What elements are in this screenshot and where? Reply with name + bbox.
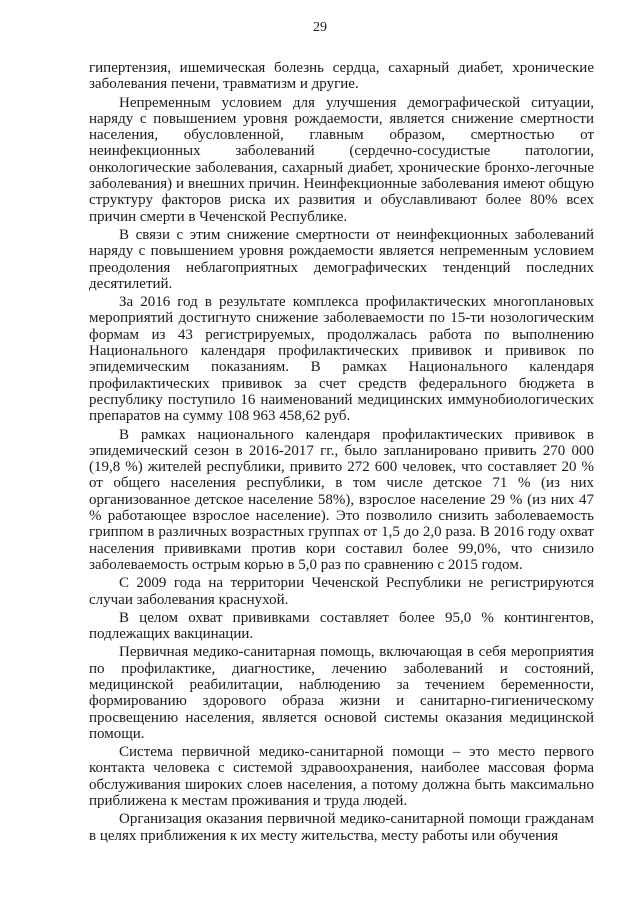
- page-number: 29: [313, 20, 327, 35]
- paragraph: В связи с этим снижение смертности от неинфекционных заболеваний наряду с повышением уровня рождаемости является непременным условием преодоления неблагоприятных демографических тенденций последних десятилетий.: [89, 226, 594, 292]
- paragraph: Организация оказания первичной медико-санитарной помощи гражданам в целях приближения к их месту жительства, месту работы или обучения: [89, 811, 594, 844]
- paragraph: С 2009 года на территории Чеченской Республики не регистрируются случаи заболевания краснухой.: [89, 575, 594, 608]
- paragraph: Первичная медико-санитарная помощь, включающая в себя мероприятия по профилактике, диагностике, лечению заболеваний и состояний, медицинской реабилитации, наблюдению за течением беременности, формированию здорового образа жизни и санитарно-гигиеническому просвещению населения, является основой системы оказания медицинской помощи.: [89, 644, 594, 742]
- paragraph: В целом охват прививками составляет более 95,0 % контингентов, подлежащих вакцинации.: [89, 609, 594, 643]
- document-body: [89, 60, 594, 846]
- paragraph: Система первичной медико-санитарной помощи – это место первого контакта человека с системой здравоохранения, наиболее массовая форма обслуживания широких слоев населения, а потому должна быть максимально приближена к местам проживания и труда людей.: [89, 744, 594, 810]
- paragraph: гипертензия, ишемическая болезнь сердца, сахарный диабет, хронические заболевания печени, травматизм и другие.: [89, 60, 594, 93]
- paragraph: За 2016 год в результате комплекса профилактических многоплановых мероприятий достигнуто снижение заболеваемости по 15-ти нозологическим формам из 43 регистрируемых, продолжалась работа по выполнению Национального календаря профилактических прививок и прививок по эпидемическим показаниям. В рамках Национального календаря профилактических прививок за счет средств федерального бюджета в республику поступило 16 наименований медицинских иммунобиологических препаратов на сумму 108 963 458,62 руб.: [89, 294, 594, 425]
- paragraph: В рамках национального календаря профилактических прививок в эпидемический сезон в 2016-2017 гг., было запланировано привить 270 000 (19,8 %) жителей республики, привито 272 600 человек, что составляет 20 % от общего населения республики, в том числе детское 71 % (из них организованное детское население 58%), взрослое население 29 % (из них 47 % работающее взрослое население). Это позволило снизить заболеваемость гриппом в различных возрастных группах от 1,5 до 2,0 раза. В 2016 году охват населения прививками против кори составил более 99,0%, что снизило заболеваемость острым корью в 5,0 раз по сравнению с 2015 годом.: [89, 426, 594, 573]
- paragraph: Непременным условием для улучшения демографической ситуации, наряду с повышением уровня рождаемости, является снижение смертности населения, обусловленной, главным образом, смертностью от неинфекционных заболеваний (сердечно-сосудистые патологии, онкологические заболевания, сахарный диабет, хронические бронхо-легочные заболевания) и внешних причин. Неинфекционные заболевания имеют общую структуру факторов риска их развития и обуславливают более 80% всех причин смерти в Чеченской Республике.: [89, 94, 594, 225]
